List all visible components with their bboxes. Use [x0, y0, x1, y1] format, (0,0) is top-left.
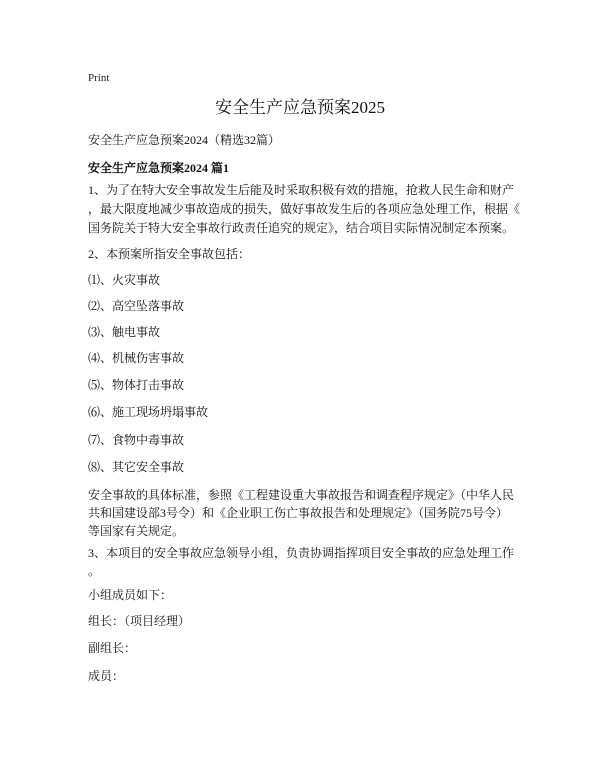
list-item-accident-type: ⑴、火灾事故 [88, 273, 161, 287]
paragraph-scope: 2、本预案所指安全事故包括： [88, 247, 251, 261]
list-item-accident-type: ⑵、高空坠落事故 [88, 299, 185, 313]
deputy-leader-line: 副组长： [88, 641, 137, 655]
print-label: Print [88, 72, 110, 84]
paragraph-line: 3、本项目的安全事故应急领导小组，负责协调指挥项目安全事故的应急处理工作 [88, 546, 515, 560]
paragraph-line: 1、为了在特大安全事故发生后能及时采取积极有效的措施，抢救人民生命和财产 [88, 183, 515, 197]
paragraph-line: ，最大限度地减少事故造成的损失，做好事故发生后的各项应急处理工作，根据《 [88, 202, 521, 216]
list-item-accident-type: ⑷、机械伤害事故 [88, 351, 185, 365]
document-title: 安全生产应急预案2025 [215, 98, 385, 117]
paragraph-line: 等国家有关规定。 [88, 524, 185, 538]
members-intro: 小组成员如下： [88, 588, 173, 602]
list-item-accident-type: ⑺、食物中毒事故 [88, 433, 185, 447]
leader-line: 组长：（项目经理） [88, 614, 191, 628]
members-line: 成员： [88, 669, 125, 683]
list-item-accident-type: ⑶、触电事故 [88, 325, 161, 339]
paragraph-standards [88, 486, 514, 540]
list-item-accident-type: ⑻、其它安全事故 [88, 460, 185, 474]
paragraph-line: 共和国建设部3号令）和《企业职工伤亡事故报告和处理规定》（国务院75号令） [88, 506, 509, 520]
document-subtitle: 安全生产应急预案2024（精选32篇） [88, 133, 281, 147]
paragraph-line: 国务院关于特大安全事故行政责任追究的规定》，结合项目实际情况制定本预案。 [88, 221, 515, 235]
paragraph-purpose [88, 181, 520, 238]
section-heading: 安全生产应急预案2024 篇1 [88, 161, 230, 175]
paragraph-line: 。 [88, 564, 101, 578]
list-item-accident-type: ⑹、施工现场坍塌事故 [88, 405, 209, 419]
list-item-accident-type: ⑸、物体打击事故 [88, 378, 185, 392]
paragraph-line: 安全事故的具体标准，参照《工程建设重大事故报告和调查程序规定》（中华人民 [88, 488, 515, 502]
paragraph-leadership-group [88, 544, 514, 580]
